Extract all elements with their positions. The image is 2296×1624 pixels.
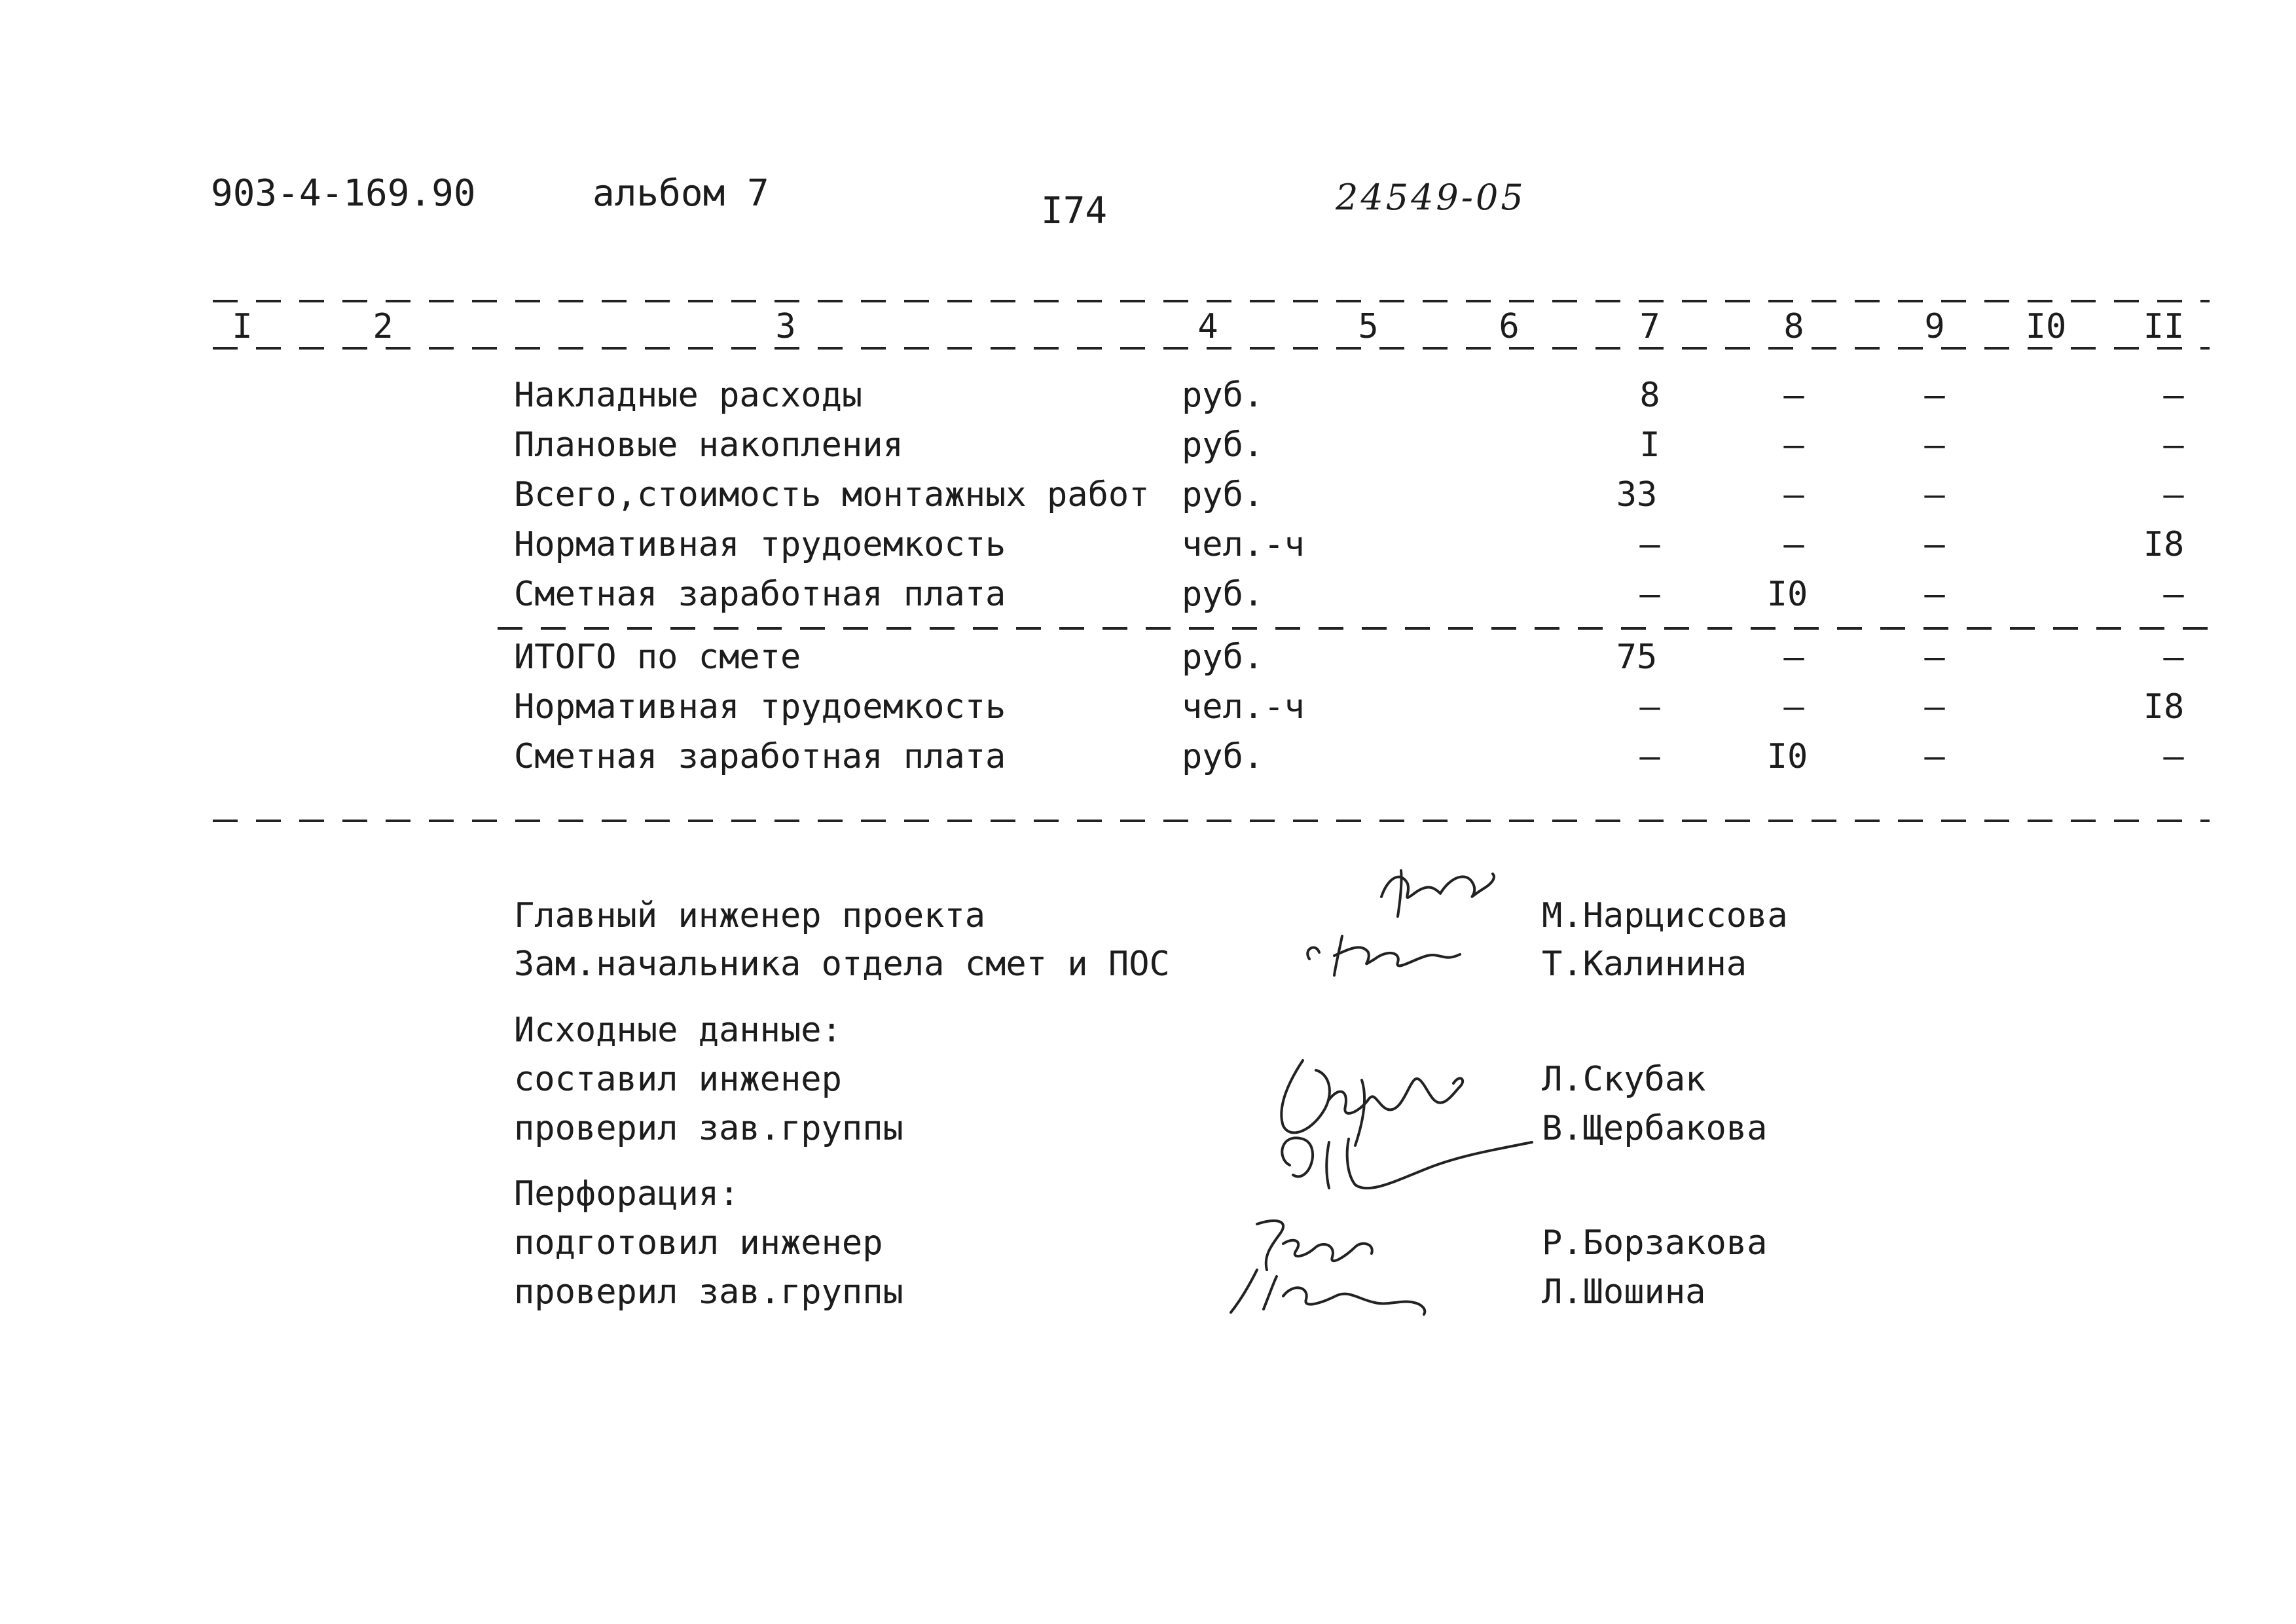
row-2-c11: – [2163, 425, 2184, 465]
role-deputy-head: Зам.начальника отдела смет и ПОС [514, 945, 1170, 984]
role-chief-engineer: Главный инженер проекта [514, 896, 986, 935]
row-6-c11: – [2163, 638, 2184, 677]
row-1-name: Накладные расходы [514, 376, 863, 415]
row-6-unit: руб. [1182, 638, 1264, 677]
row-4-name: Нормативная трудоемкость [514, 525, 1006, 564]
row-2-c7: I [1639, 425, 1660, 465]
row-2-unit: руб. [1182, 425, 1264, 465]
row-7-c7: – [1639, 687, 1660, 727]
row-8-unit: руб. [1182, 737, 1264, 776]
row-4-unit: чел.-ч [1182, 525, 1305, 564]
row-6-c7: 75 [1616, 638, 1658, 677]
col-4: 4 [1197, 307, 1218, 346]
row-3-c7: 33 [1616, 475, 1658, 514]
row-3-c11: – [2163, 475, 2184, 514]
row-1-unit: руб. [1182, 376, 1264, 415]
row-5-unit: руб. [1182, 575, 1264, 614]
page-number: I74 [1041, 190, 1108, 232]
signature-borzakova [1218, 1211, 1440, 1322]
row-8-c7: – [1639, 737, 1660, 776]
row-2-c8: – [1783, 425, 1804, 465]
row-2-name: Плановые накопления [514, 425, 903, 465]
perforation-title: Перфорация: [514, 1174, 740, 1214]
row-6-c9: – [1924, 638, 1945, 677]
row-3-c9: – [1924, 475, 1945, 514]
col-11: II [2143, 307, 2185, 346]
row-3-c8: – [1783, 475, 1804, 514]
row-4-c11: I8 [2143, 525, 2185, 564]
col-1: I [232, 307, 253, 346]
row-5-c7: – [1639, 575, 1660, 614]
header-top-rule [213, 300, 2210, 302]
source-data-title: Исходные данные: [514, 1011, 842, 1050]
total-separator [498, 627, 2210, 630]
row-8-c11: – [2163, 737, 2184, 776]
row-2-c9: – [1924, 425, 1945, 465]
col-10: I0 [2025, 307, 2067, 346]
row-1-c9: – [1924, 376, 1945, 415]
document-designation: 903-4-169.90 [211, 172, 476, 215]
name-deputy-head: Т.Калинина [1542, 945, 1747, 984]
name-source-compiled: Л.Скубак [1542, 1060, 1706, 1099]
row-1-c8: – [1783, 376, 1804, 415]
col-6: 6 [1499, 307, 1520, 346]
role-perf-checked: проверил зав.группы [514, 1272, 903, 1312]
row-4-c9: – [1924, 525, 1945, 564]
col-8: 8 [1783, 307, 1804, 346]
row-7-name: Нормативная трудоемкость [514, 687, 1006, 727]
col-7: 7 [1639, 307, 1660, 346]
row-8-c8: I0 [1766, 737, 1808, 776]
role-source-checked: проверил зав.группы [514, 1109, 903, 1148]
row-6-name: ИТОГО по смете [514, 638, 801, 677]
row-5-c8: I0 [1766, 575, 1808, 614]
row-8-c9: – [1924, 737, 1945, 776]
col-5: 5 [1358, 307, 1379, 346]
signature-skubak [1264, 1034, 1539, 1204]
header-bottom-rule [213, 347, 2210, 350]
col-2: 2 [373, 307, 393, 346]
row-6-c8: – [1783, 638, 1804, 677]
row-5-c9: – [1924, 575, 1945, 614]
name-perf-prepared: Р.Борзакова [1542, 1223, 1768, 1263]
signature-kalinina [1303, 923, 1486, 982]
name-perf-checked: Л.Шошина [1542, 1272, 1706, 1312]
row-4-c7: – [1639, 525, 1660, 564]
role-perf-prepared: подготовил инженер [514, 1223, 883, 1263]
row-1-c7: 8 [1639, 376, 1660, 415]
col-9: 9 [1924, 307, 1945, 346]
handwritten-number: 24549-05 [1336, 177, 1526, 218]
signature-narcissova [1362, 857, 1506, 929]
album-label: альбом 7 [592, 172, 769, 215]
row-1-c11: – [2163, 376, 2184, 415]
row-3-unit: руб. [1182, 475, 1264, 514]
name-chief-engineer: М.Нарциссова [1542, 896, 1788, 935]
row-7-c9: – [1924, 687, 1945, 727]
row-4-c8: – [1783, 525, 1804, 564]
row-5-name: Сметная заработная плата [514, 575, 1006, 614]
row-7-unit: чел.-ч [1182, 687, 1305, 727]
row-7-c11: I8 [2143, 687, 2185, 727]
table-bottom-rule [213, 820, 2210, 822]
col-3: 3 [775, 307, 796, 346]
row-5-c11: – [2163, 575, 2184, 614]
row-3-name: Всего,стоимость монтажных работ [514, 475, 1150, 514]
row-8-name: Сметная заработная плата [514, 737, 1006, 776]
name-source-checked: В.Щербакова [1542, 1109, 1768, 1148]
role-source-compiled: составил инженер [514, 1060, 842, 1099]
row-7-c8: – [1783, 687, 1804, 727]
